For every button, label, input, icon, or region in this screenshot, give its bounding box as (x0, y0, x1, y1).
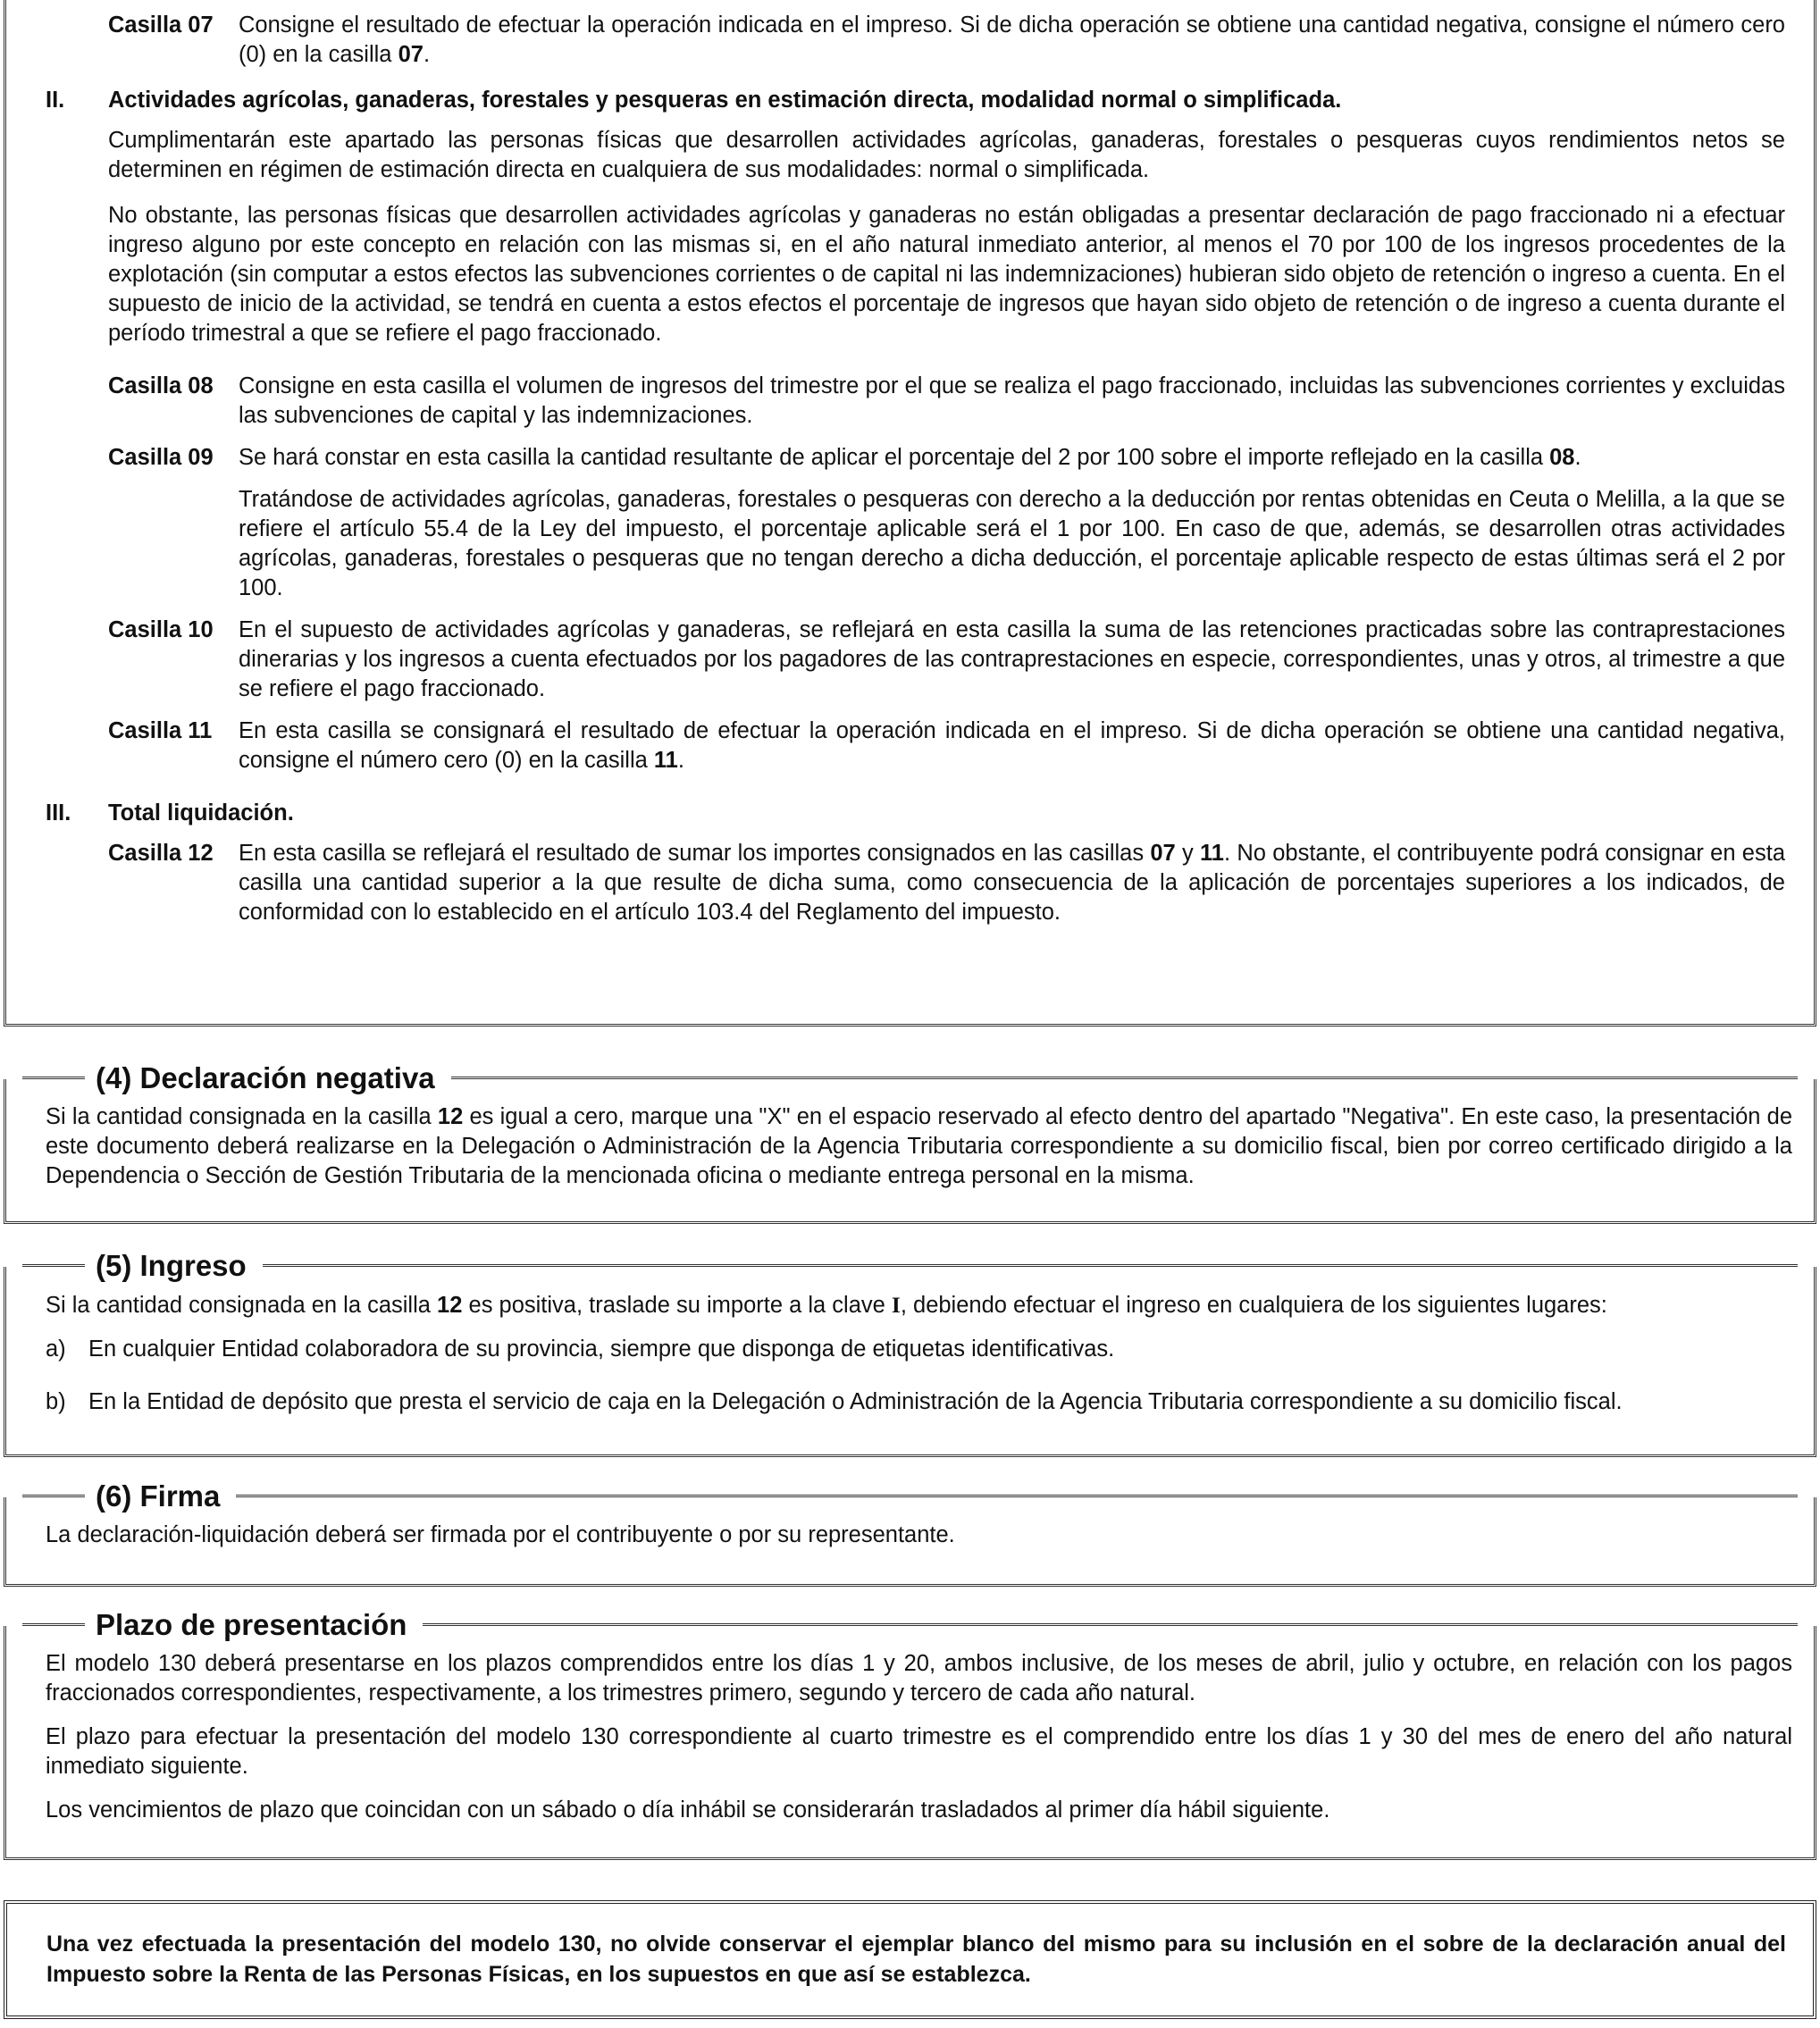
casilla-08 (46, 372, 1789, 431)
paragraph: Los vencimientos de plazo que coincidan con un sábado o día inhábil se considerarán trasladados al primer día hábil siguiente. (46, 1798, 1330, 1823)
casilla-text: En el supuesto de actividades agrícolas y ganaderas, se reflejará en esta casilla la suma de las retenciones practicadas sobre las contraprestaciones dinerarias y los ingresos a cuenta efectuados por los pagadores de las contraprestaciones en especie, correspondientes, unas y otros, al trimestre a que se refiere el pago fraccionado. (239, 617, 1785, 701)
text-segment: es igual a cero, marque una "X" en el espacio reservado al efecto dentro del apartado "Negativa". En este caso, la presentación de este documento deberá realizarse en la Delegación o Administración de la Agencia Tributaria correspondiente a su domicilio fiscal, bien por correo certificado dirigido a la Dependencia o Sección de Gestión Tributaria de la mencionada oficina o mediante entrega personal en la misma. (46, 1104, 1792, 1188)
part-ii-heading (46, 86, 1789, 115)
section-ingreso (4, 1248, 1816, 1457)
casilla-label: Casilla 11 (108, 718, 213, 743)
casilla-label: Casilla 07 (108, 13, 214, 38)
text-segment: Consigne el resultado de efectuar la operación indicada en el impreso. Si de dicha operación se obtiene una cantidad negativa, consigne el número cero (0) en la casilla (239, 13, 1785, 67)
text-segment: Si la cantidad consignada en la casilla (46, 1293, 438, 1318)
section-title-bar (22, 1247, 1798, 1283)
text-segment: . No obstante, el contribuyente podrá consignar en esta casilla una cantidad superior a la que resulte de dicha suma, como consecuencia de la aplicación de porcentajes superiores a los indicados, de conformidad con lo establecido en el artículo 103.4 del Reglamento del impuesto. (239, 841, 1786, 925)
section-plazo-presentacion (4, 1607, 1816, 1860)
list-item (46, 1335, 1792, 1364)
title-rule (423, 1623, 1798, 1626)
list-letter: b) (46, 1389, 66, 1414)
casilla-text (239, 11, 1789, 70)
paragraph (46, 1102, 1792, 1191)
part-number: II. (46, 88, 65, 113)
casilla-ref: 11 (653, 748, 678, 773)
paragraph: El plazo para efectuar la presentación del modelo 130 correspondiente al cuarto trimestre es el comprendido entre los días 1 y 30 del mes de enero del año natural inmediato siguiente. (46, 1724, 1792, 1779)
title-rule (22, 1623, 85, 1626)
section-title: (4) Declaración negativa (85, 1063, 451, 1093)
section-title: (6) Firma (85, 1481, 236, 1511)
section-title: (5) Ingreso (85, 1251, 263, 1280)
text-segment: Se hará constar en esta casilla la cantidad resultante de aplicar el porcentaje del 2 por 100 sobre el importe reflejado en la casilla (239, 445, 1550, 470)
final-note: Una vez efectuada la presentación del modelo 130, no olvide conservar el ejemplar blanco del mismo para su inclusión en el sobre de la declaración anual del Impuesto sobre la Renta de las Personas Físicas, en los supuestos en que así se establezca. (46, 1932, 1786, 1987)
text-segment: y (1175, 841, 1201, 866)
text-segment: es positiva, traslade su importe a la clave (462, 1293, 892, 1318)
text-segment: , debiendo efectuar el ingreso en cualquiera de los siguientes lugares: (900, 1293, 1607, 1318)
section-firma (4, 1479, 1816, 1587)
casilla-09-note: Tratándose de actividades agrícolas, ganaderas, forestales o pesqueras con derecho a la deducción por rentas obtenidas en Ceuta o Melilla, a la que se refiere el artículo 55.4 de la Ley del impuesto, el porcentaje aplicable será el 1 por 100. En caso de que, además, se desarrollen otras actividades agrícolas, ganaderas, forestales o pesqueras que no tengan derecho a dicha deducción, el porcentaje aplicable respecto de estas últimas será el 2 por 100. (239, 487, 1785, 600)
part-title: Total liquidación. (108, 800, 294, 825)
casilla-ref: 11 (1200, 841, 1224, 866)
casilla-07 (46, 11, 1789, 70)
section-title-bar (22, 1478, 1798, 1513)
part-iii-heading (46, 799, 1789, 828)
casilla-label: Casilla 10 (108, 617, 214, 642)
casilla-10 (46, 616, 1789, 704)
casilla-09 (46, 443, 1789, 473)
section-3-continuation (4, 0, 1816, 1027)
casilla-ref: 07 (1150, 841, 1176, 866)
paragraph: El modelo 130 deberá presentarse en los plazos comprendidos entre los días 1 y 20, ambos inclusive, de los meses de abril, julio y octubre, en relación con los pagos fraccionados correspondientes, respectivamente, a los trimestres primero, segundo y tercero de cada año natural. (46, 1651, 1792, 1705)
list-text: En cualquier Entidad colaboradora de su provincia, siempre que disponga de etiquetas identificativas. (88, 1337, 1115, 1362)
part-number: III. (46, 800, 71, 825)
clave-ref: I (891, 1292, 901, 1318)
casilla-label: Casilla 09 (108, 445, 214, 470)
list-text: En la Entidad de depósito que presta el servicio de caja en la Delegación o Administración de la Agencia Tributaria correspondiente a su domicilio fiscal. (88, 1389, 1623, 1414)
title-rule (236, 1495, 1798, 1497)
title-rule (22, 1264, 85, 1267)
paragraph (46, 1290, 1792, 1320)
paragraph: No obstante, las personas físicas que desarrollen actividades agrícolas y ganaderas no están obligadas a presentar declaración de pago fraccionado ni a efectuar ingreso alguno por este concepto en relación con las mismas si, en el año natural inmediato anterior, al menos el 70 por 100 de los ingresos procedentes de la explotación (sin computar a estos efectos las subvenciones corrientes o de capital ni las indemnizaciones) hubieran sido objeto de retención o ingreso a cuenta. En el supuesto de inicio de la actividad, se tendrá en cuenta a estos efectos el porcentaje de ingresos que hayan sido objeto de retención o de ingreso a cuenta durante el período trimestral a que se refiere el pago fraccionado. (108, 203, 1785, 346)
section-title-bar (22, 1606, 1798, 1642)
text-segment: . (423, 42, 431, 67)
casilla-label: Casilla 12 (108, 841, 214, 866)
section-title: Plazo de presentación (85, 1610, 423, 1639)
casilla-text (239, 443, 1789, 473)
list-item (46, 1387, 1792, 1417)
casilla-text (239, 839, 1789, 927)
text-segment: . (1574, 445, 1581, 470)
final-note-box (4, 1900, 1816, 2019)
casilla-ref: 12 (437, 1293, 463, 1318)
casilla-text: Consigne en esta casilla el volumen de ingresos del trimestre por el que se realiza el pago fraccionado, incluidas las subvenciones corrientes y excluidas las subvenciones de capital y las indemnizaciones. (239, 373, 1785, 428)
section-declaracion-negativa (4, 1060, 1816, 1224)
casilla-ref: 08 (1549, 445, 1575, 470)
casilla-ref: 12 (437, 1104, 464, 1129)
paragraph: La declaración-liquidación deberá ser firmada por el contribuyente o por su representante. (46, 1522, 955, 1547)
casilla-11 (46, 717, 1789, 775)
casilla-text (239, 717, 1789, 775)
text-segment: . (677, 748, 684, 773)
section-title-bar (22, 1060, 1798, 1095)
text-segment: En esta casilla se consignará el resultado de efectuar la operación indicada en el impreso. Si de dicha operación se obtiene una cantidad negativa, consigne el número cero (0) en la casilla (239, 718, 1785, 773)
casilla-ref: 07 (398, 42, 424, 67)
text-segment: Si la cantidad consignada en la casilla (46, 1104, 438, 1129)
title-rule (263, 1264, 1798, 1267)
part-title: Actividades agrícolas, ganaderas, forestales y pesqueras en estimación directa, modalidad normal o simplificada. (108, 88, 1342, 113)
title-rule (451, 1077, 1798, 1079)
title-rule (22, 1077, 85, 1079)
casilla-label: Casilla 08 (108, 373, 214, 398)
text-segment: En esta casilla se reflejará el resultado de sumar los importes consignados en las casillas (239, 841, 1151, 866)
casilla-12 (46, 839, 1789, 927)
title-rule (22, 1495, 85, 1497)
list-letter: a) (46, 1337, 66, 1362)
paragraph: Cumplimentarán este apartado las personas físicas que desarrollen actividades agrícolas, ganaderas, forestales o pesqueras cuyos rendimientos netos se determinen en régimen de estimación directa en cualquiera de sus modalidades: normal o simplificada. (108, 128, 1785, 182)
